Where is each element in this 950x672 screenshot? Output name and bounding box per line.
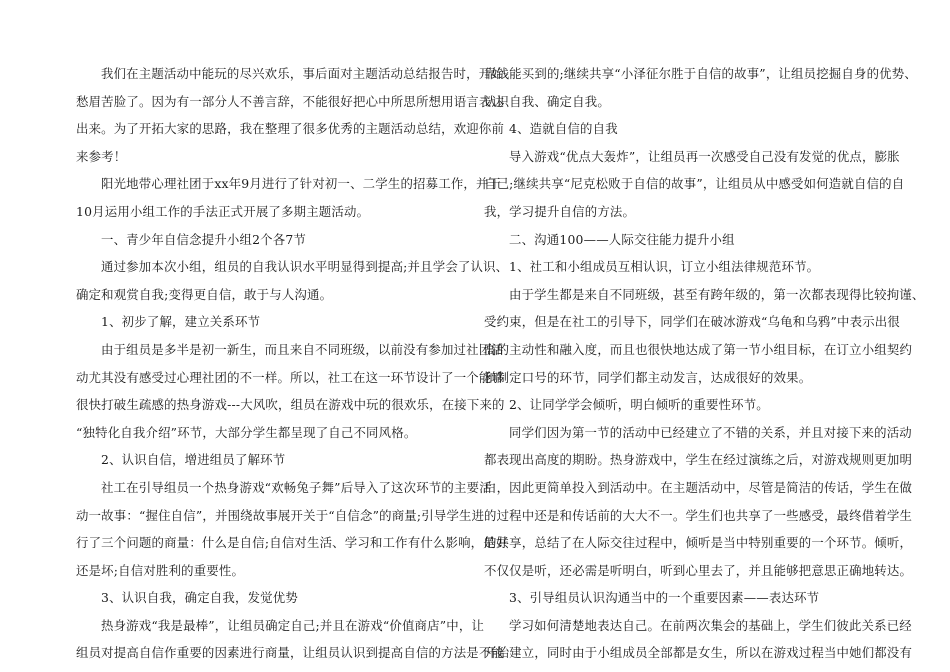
left-column [76,60,509,667]
text-line: 很快打破生疏感的热身游戏---大风吹，组员在游戏中玩的很欢乐，在接下来的 [76,397,505,413]
text-line: 还是坏;自信对胜利的重要性。 [76,562,245,578]
text-line: 通过参加本次小组，组员的自我认识水平明显得到提高;并且学会了认识、 [101,259,509,275]
text-line: 阳光地带心理社团于xx年9月进行了针对初一、二学生的招募工作，并于 [101,176,502,192]
text-line: 我，学习提升自信的方法。 [484,203,636,219]
text-line: 10月运用小组工作的手法正式开展了多期主题活动。 [76,203,370,219]
text-line: 确定和观赏自我;变得更自信，敢于与人沟通。 [76,286,333,302]
text-line: 来参考！ [76,148,127,164]
text-line: 2、让同学学会倾听，明白倾听的重要性环节。 [509,397,769,413]
text-line: 组员对提高自信作重要的因素进行商量，让组员认识到提高自信的方法是不能 [76,645,505,661]
text-line: 导入游戏“优点大轰炸”，让组员再一次感受自己没有发觉的优点，膨胀 [509,148,900,164]
text-line: 的共享，总结了在人际交往过程中，倾听是当中特别重要的一个环节。倾听， [484,535,913,551]
right-column [484,60,925,667]
text-line: 行了三个问题的商量：什么是自信;自信对生活、学习和工作有什么影响，是好 [76,535,509,551]
text-line: 1、初步了解，建立关系环节 [101,314,261,330]
text-line: 3、认识自我，确定自我，发觉优势 [101,590,298,606]
text-line: 不仅仅是听，还必需是听明白，听到心里去了，并且能够把意思正确地转达。 [484,562,913,578]
text-line: 自己;继续共享“尼克松败于自信的故事”，让组员从中感受如何造就自信的自 [484,176,905,192]
text-line: 认识自我、确定自我。 [484,93,610,109]
text-line: 高的主动性和融入度，而且也很快地达成了第一节小组目标，在订立小组契约 [484,341,913,357]
text-line: 社工在引导组员一个热身游戏“欢畅兔子舞”后导入了这次环节的主要活 [101,479,492,495]
text-line: 由于组员是多半是初一新生，而且来自不同班级，以前没有参加过社团活 [101,341,504,357]
text-line: 愁眉苦脸了。因为有一部分人不善言辞，不能很好把心中所思所想用语言表达 [76,93,505,109]
text-line: 2、认识自信，增进组员了解环节 [101,452,286,468]
text-line: 的过程中还是和传话前的大大不一。学生们也共享了一些感受，最终借着学生 [484,507,913,523]
text-line: 靠钱能买到的;继续共享“小泽征尔胜于自信的故事”，让组员挖掘自身的优势、 [484,66,917,81]
text-line: 3、引导组员认识沟通当中的一个重要因素——表达环节 [509,590,820,606]
text-line: 二、沟通100——人际交往能力提升小组 [509,231,735,247]
text-line: 4、造就自信的自我 [509,121,618,137]
text-line: 动尤其没有感受过心理社团的不一样。所以，社工在这一环节设计了一个能够 [76,369,505,385]
text-line: 1、社工和小组成员互相认识，订立小组法律规范环节。 [509,259,820,275]
text-line: 同学们因为第一节的活动中已经建立了不错的关系，并且对接下来的活动 [509,424,912,440]
text-line: 都表现出高度的期盼。热身游戏中，学生在经过演练之后，对游戏规则更加明 [484,452,913,468]
text-line: 和制定口号的环节，同学们都主动发言，达成很好的效果。 [484,369,812,385]
text-line: 白，因此更简单投入到活动中。在主题活动中，尽管是简洁的传话，学生在做 [484,479,913,495]
text-line: 热身游戏“我是最棒”，让组员确定自己;并且在游戏“价值商店”中，让 [101,617,485,633]
text-line: 我们在主题活动中能玩的尽兴欢乐，事后面对主题活动总结报告时，开始 [101,66,504,81]
text-line: 受约束，但是在社工的引导下，同学们在破冰游戏“乌龟和乌鸦”中表示出很 [484,314,900,330]
text-line: 开始建立，同时由于小组成员全部都是女生，所以在游戏过程当中她们都没有 [484,645,913,661]
text-line: 学习如何清楚地表达自己。在前两次集会的基础上，学生们彼此关系已经 [509,617,912,633]
text-line: 一、青少年自信念提升小组2个各7节 [101,231,307,247]
text-line: 出来。为了开拓大家的思路，我在整理了很多优秀的主题活动总结，欢迎你前 [76,121,505,137]
text-line: 动一故事：“握住自信”，并围绕故事展开关于“自信念”的商量;引导学生进 [76,507,485,523]
text-line: 由于学生都是来自不同班级，甚至有跨年级的，第一次都表现得比较拘谨、 [509,286,925,302]
text-line: “独特化自我介绍”环节，大部分学生都呈现了自己不同风格。 [76,424,417,440]
